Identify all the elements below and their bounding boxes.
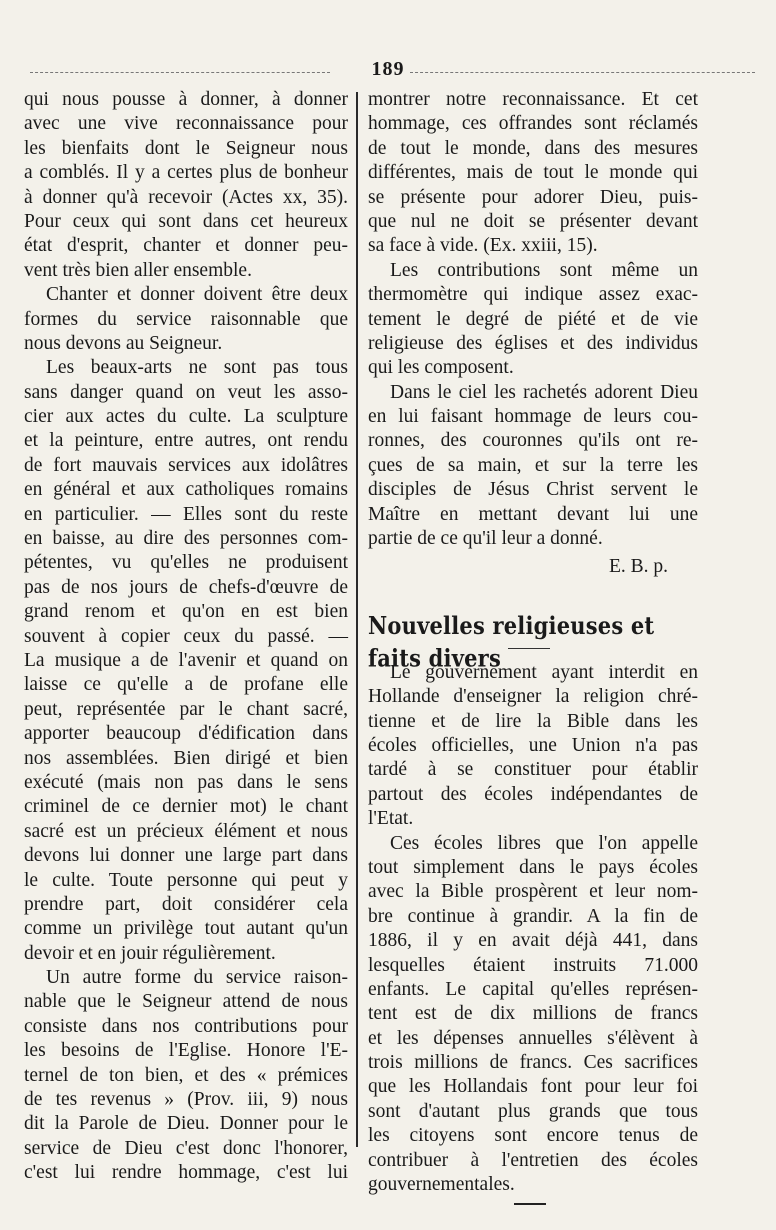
text-line: Chanter et donner doivent être deux: [46, 284, 348, 306]
text-line: en général et aux catholiques romains: [24, 479, 348, 501]
text-line: Dans le ciel les rachetés adorent Dieu: [390, 381, 698, 403]
page-number: 189: [371, 58, 405, 80]
right-column-bottom-text: [368, 661, 698, 1198]
text-line: grand renom et qu'on en est bien: [24, 601, 348, 623]
text-line: tent est de dix millions de francs: [368, 1003, 698, 1025]
section-title: Nouvelles religieuses et faits divers: [368, 610, 655, 672]
text-line: lesquelles étaient instruits 71.000: [368, 954, 698, 976]
text-line: en lui faisant hommage de leurs cou-: [368, 406, 698, 428]
text-line: que nul ne doit se présenter devant: [368, 210, 698, 232]
text-line: 1886, il y en avait déjà 441, dans: [368, 930, 698, 952]
text-line: le culte. Toute personne qui peut y: [24, 869, 348, 891]
text-line: exécuté (mais non pas dans le sens: [24, 771, 348, 793]
text-line: religieuse des églises et des individus: [368, 332, 698, 354]
text-line: avec une vive reconnaissance pour: [24, 113, 348, 135]
text-line: partout des écoles indépendantes de: [368, 783, 698, 805]
text-line: bre continue à grandir. A la fin de: [368, 905, 698, 927]
left-column: [24, 88, 348, 1186]
text-line: de tout le monde, dans des mesures: [368, 137, 698, 159]
text-line: trois millions de francs. Ces sacrifices: [368, 1052, 698, 1074]
header-rule-right: [410, 72, 755, 73]
text-line: dit la Parole de Dieu. Donner pour le: [24, 1113, 348, 1135]
text-line: sont d'autant plus grands que tous: [368, 1100, 698, 1122]
text-line: gouvernementales.: [368, 1174, 515, 1196]
text-line: Ces écoles libres que l'on appelle: [390, 832, 698, 854]
text-line: tout simplement dans le pays écoles: [368, 856, 698, 878]
text-line: cier aux actes du culte. La sculpture: [24, 406, 348, 428]
text-line: Un autre forme du service raison-: [46, 967, 348, 989]
text-line: service de Dieu c'est donc l'honorer,: [24, 1137, 348, 1159]
text-line: l'Etat.: [368, 808, 414, 830]
text-line: avec la Bible prospèrent et leur nom-: [368, 881, 698, 903]
text-line: sa face à vide. (Ex. xxiii, 15).: [368, 235, 598, 257]
text-line: devons lui donner une large part dans: [24, 845, 348, 867]
text-line: de fort mauvais services aux idolâtres: [24, 454, 348, 476]
text-line: ternel de ton bien, et des « prémices: [24, 1064, 348, 1086]
text-line: laisse ce qu'elle a de profane elle: [24, 674, 348, 696]
text-line: qui les composent.: [368, 357, 514, 379]
text-line: que les Hollandais font pour leur foi: [368, 1076, 698, 1098]
text-line: Pour ceux qui sont dans cet heureux: [24, 210, 348, 232]
text-line: comme un privilège tout autant qu'un: [24, 918, 348, 940]
text-line: les bienfaits dont le Seigneur nous: [24, 137, 348, 159]
text-line: ronnes, des couronnes qu'ils ont re-: [368, 430, 698, 452]
text-line: les citoyens sont encore tenus de: [368, 1125, 698, 1147]
end-mark: [514, 1203, 546, 1205]
text-line: écoles officielles, une Union n'a pas: [368, 734, 698, 756]
text-line: état d'esprit, chanter et donner peu-: [24, 235, 348, 257]
text-line: partie de ce qu'il leur a donné.: [368, 528, 603, 550]
text-line: sacré est un précieux élément et nous: [24, 820, 348, 842]
text-line: devoir et en jouir régulièrement.: [24, 942, 276, 964]
text-line: disciples de Jésus Christ servent le: [368, 479, 698, 501]
text-line: pétentes, vu qu'elles ne produisent: [24, 552, 348, 574]
text-line: en baisse, au dire des personnes com-: [24, 528, 348, 550]
right-column: [368, 88, 698, 1205]
text-line: a comblés. Il y a certes plus de bonheur: [24, 162, 348, 184]
signature: E. B. p.: [608, 556, 668, 578]
text-line: thermomètre qui indique assez exac-: [368, 284, 698, 306]
text-line: apporter beaucoup d'édification dans: [24, 723, 348, 745]
text-line: tardé à se constituer pour établir: [368, 759, 698, 781]
text-line: qui nous pousse à donner, à donner: [24, 89, 348, 110]
text-line: de tes revenus » (Prov. iii, 9) nous: [24, 1089, 348, 1111]
text-line: sans danger quand on veut les asso-: [24, 381, 348, 403]
text-line: montrer notre reconnaissance. Et cet: [368, 89, 698, 110]
text-line: les besoins de l'Eglise. Honore l'E-: [24, 1040, 348, 1062]
text-line: se présente pour adorer Dieu, puis-: [368, 186, 698, 208]
text-line: c'est lui rendre hommage, c'est lui: [24, 1162, 348, 1184]
text-line: hommage, ces offrandes sont réclamés: [368, 113, 698, 135]
text-line: vent très bien aller ensemble.: [24, 259, 252, 281]
right-column-top-text: [368, 88, 698, 551]
text-line: criminel de ce dernier mot) le chant: [24, 796, 348, 818]
text-line: pas de nos jours de chefs-d'œuvre de: [24, 576, 348, 598]
text-line: nos assemblées. Bien dirigé et bien: [24, 747, 348, 769]
text-line: peut, représentée par le chant sacré,: [24, 698, 348, 720]
text-line: contribuer à l'entretien des écoles: [368, 1149, 698, 1171]
text-line: enfants. Le capital qu'elles représen-: [368, 978, 698, 1000]
text-line: tienne et de lire la Bible dans les: [368, 710, 698, 732]
text-line: en particulier. — Elles sont du reste: [24, 503, 348, 525]
text-line: souvent à copier ceux du passé. —: [24, 625, 348, 647]
text-line: à donner qu'à recevoir (Actes xx, 35).: [24, 186, 348, 208]
text-line: La musique a de l'avenir et quand on: [24, 649, 348, 671]
text-line: Les contributions sont même un: [390, 259, 698, 281]
text-line: prendre part, doit considérer cela: [24, 893, 348, 915]
text-line: et la peinture, entre autres, ont rendu: [24, 430, 348, 452]
text-line: tement le degré de piété et de vie: [368, 308, 698, 330]
text-line: Hollande d'enseigner la religion chré-: [368, 686, 698, 708]
text-line: Les beaux-arts ne sont pas tous: [46, 357, 348, 379]
text-line: Maître en mettant devant lui une: [368, 503, 698, 525]
column-divider: [356, 92, 358, 1147]
text-line: consiste dans nos contributions pour: [24, 1015, 348, 1037]
text-line: nous devons au Seigneur.: [24, 332, 223, 354]
title-underline: [508, 648, 550, 661]
text-line: et les dépenses annuelles s'élèvent à: [368, 1027, 698, 1049]
text-line: formes du service raisonnable que: [24, 308, 348, 330]
text-line: nable que le Seigneur attend de nous: [24, 991, 348, 1013]
text-line: différentes, mais de tout le monde qui: [368, 162, 698, 184]
text-line: Le gouvernement ayant interdit en: [390, 661, 698, 683]
text-line: çues de sa main, et sur la terre les: [368, 454, 698, 476]
